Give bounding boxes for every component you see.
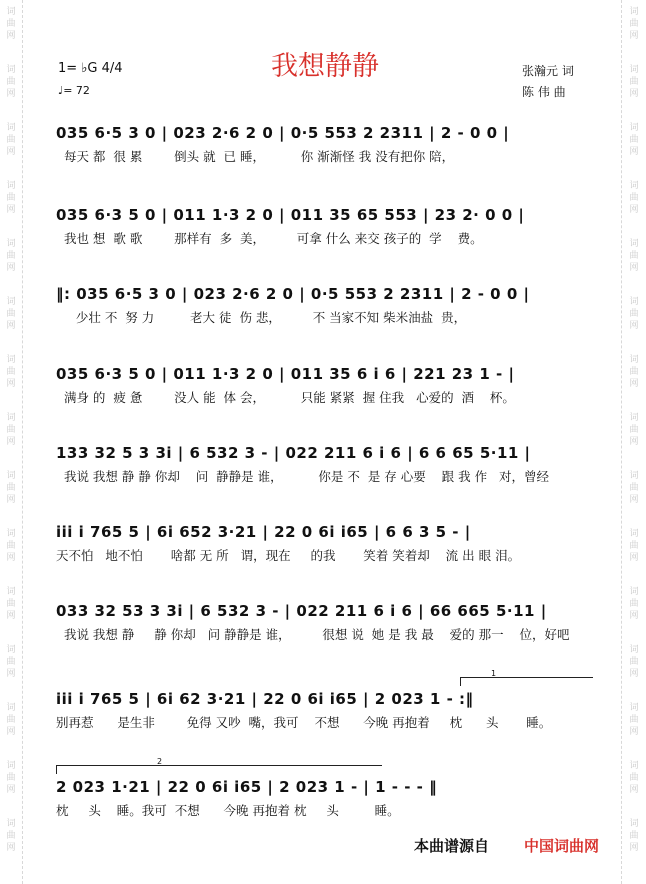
watermark-glyphs: 词 曲 网 (629, 529, 639, 563)
notation-line: ‖: 035 6·5 3 0 | 023 2·6 2 0 | 0·5 553 2 2311 | 2 - 0 0 | (56, 285, 530, 303)
watermark-glyphs: 词 曲 网 (6, 587, 16, 621)
watermark-glyphs: 词 曲 网 (629, 181, 639, 215)
score-system-3 (56, 282, 604, 342)
song-title: 我想静静 (271, 51, 379, 82)
composer-credit: 陈 伟 曲 (522, 85, 566, 99)
lyric-line: 少壮 不 努 力 老大 徒 伤 悲， 不 当家不知 柴米油盐 贵， (56, 310, 467, 325)
lyric-line: 天不怕 地不怕 啥都 无 所 谓，现在 的我 笑着 笑着却 流 出 眼 泪。 (56, 548, 521, 563)
watermark-glyphs: 词 曲 网 (629, 645, 639, 679)
watermark-glyphs: 词 曲 网 (629, 703, 639, 737)
notation-line: 033 32 53 3 3i | 6 532 3 - | 022 211 6 i 6 | 66 665 5·11 | (56, 602, 547, 620)
watermark-glyphs: 词 曲 网 (6, 239, 16, 273)
lyric-line: 满身 的 疲 惫 没人 能 体 会， 只能 紧紧 握 住我 心爱的 酒 杯。 (56, 390, 515, 405)
watermark-glyphs: 词 曲 网 (629, 297, 639, 331)
lyric-line: 我说 我想 静 静 你却 问 静静是 谁， 你是 不 是 存 心要 跟 我 作 对，曾经 (56, 469, 550, 484)
watermark-glyphs: 词 曲 网 (6, 471, 16, 505)
key-signature: 1= ♭G 4/4 (58, 61, 123, 76)
right-watermark-column (621, 0, 646, 884)
watermark-glyphs: 词 曲 网 (6, 761, 16, 795)
source-site-link[interactable]: 中国词曲网 (524, 837, 600, 855)
lyric-line: 枕 头 睡。我可 不想 今晚 再抱着 枕 头 睡。 (56, 803, 400, 818)
notation-line: iii i 765 5 | 6i 62 3·21 | 22 0 6i i65 | 2 023 1 - :‖ (56, 690, 474, 708)
watermark-glyphs: 词 曲 网 (6, 65, 16, 99)
watermark-glyphs: 词 曲 网 (629, 819, 639, 853)
score-system-2 (56, 203, 604, 263)
watermark-glyphs: 词 曲 网 (6, 123, 16, 157)
notation-line: 035 6·5 3 0 | 023 2·6 2 0 | 0·5 553 2 2311 | 2 - 0 0 | (56, 124, 510, 142)
watermark-glyphs: 词 曲 网 (6, 297, 16, 331)
tempo-marking: ♩= 72 (58, 84, 90, 97)
first-ending-number: 1 (491, 669, 497, 678)
score-system-5 (56, 441, 604, 501)
watermark-glyphs: 词 曲 网 (629, 65, 639, 99)
score-system-9 (56, 757, 604, 835)
watermark-glyphs: 词 曲 网 (629, 413, 639, 447)
first-ending-bracket (460, 669, 593, 686)
watermark-glyphs: 词 曲 网 (629, 7, 639, 41)
watermark-glyphs: 词 曲 网 (6, 355, 16, 389)
second-ending-bracket (56, 757, 382, 774)
lyric-line: 我也 想 歌 歌 那样有 多 美， 可拿 什么 来交 孩子的 学 费。 (56, 231, 483, 246)
score-system-4 (56, 362, 604, 422)
watermark-glyphs: 词 曲 网 (6, 819, 16, 853)
source-label: 本曲谱源自 (414, 837, 490, 855)
score-system-6 (56, 520, 604, 580)
watermark-glyphs: 词 曲 网 (6, 7, 16, 41)
lyricist-credit: 张瀚元 词 (522, 64, 574, 78)
watermark-glyphs: 词 曲 网 (629, 123, 639, 157)
watermark-glyphs: 词 曲 网 (629, 761, 639, 795)
watermark-glyphs: 词 曲 网 (629, 587, 639, 621)
notation-line: 133 32 5 3 3i | 6 532 3 - | 022 211 6 i 6 | 6 6 65 5·11 | (56, 444, 531, 462)
watermark-glyphs: 词 曲 网 (629, 471, 639, 505)
score-system-1 (56, 121, 604, 181)
notation-line: 035 6·3 5 0 | 011 1·3 2 0 | 011 35 6 i 6 | 221 23 1 - | (56, 365, 515, 383)
lyric-line: 我说 我想 静 静 你却 问 静静是 谁， 很想 说 她 是 我 最 爱的 那一 位，好吧 (56, 627, 570, 642)
lyric-line: 每天 都 很 累 倒头 就 已 睡， 你 渐渐怪 我 没有把你 陪， (56, 149, 455, 164)
notation-line: 035 6·3 5 0 | 011 1·3 2 0 | 011 35 65 553 | 23 2· 0 0 | (56, 206, 525, 224)
notation-line: iii i 765 5 | 6i 652 3·21 | 22 0 6i i65 | 6 6 3 5 - | (56, 523, 471, 541)
score-system-8 (56, 669, 604, 747)
watermark-glyphs: 词 曲 网 (6, 413, 16, 447)
score-system-7 (56, 599, 604, 659)
second-ending-number: 2 (157, 757, 163, 766)
left-watermark-column (0, 0, 23, 884)
watermark-glyphs: 词 曲 网 (6, 529, 16, 563)
watermark-glyphs: 词 曲 网 (629, 239, 639, 273)
notation-line: 2 023 1·21 | 22 0 6i i65 | 2 023 1 - | 1 - - - ‖ (56, 778, 438, 796)
watermark-glyphs: 词 曲 网 (629, 355, 639, 389)
lyric-line: 别再惹 是生非 免得 又吵 嘴，我可 不想 今晚 再抱着 枕 头 睡。 (56, 715, 552, 730)
watermark-glyphs: 词 曲 网 (6, 703, 16, 737)
watermark-glyphs: 词 曲 网 (6, 645, 16, 679)
watermark-glyphs: 词 曲 网 (6, 181, 16, 215)
